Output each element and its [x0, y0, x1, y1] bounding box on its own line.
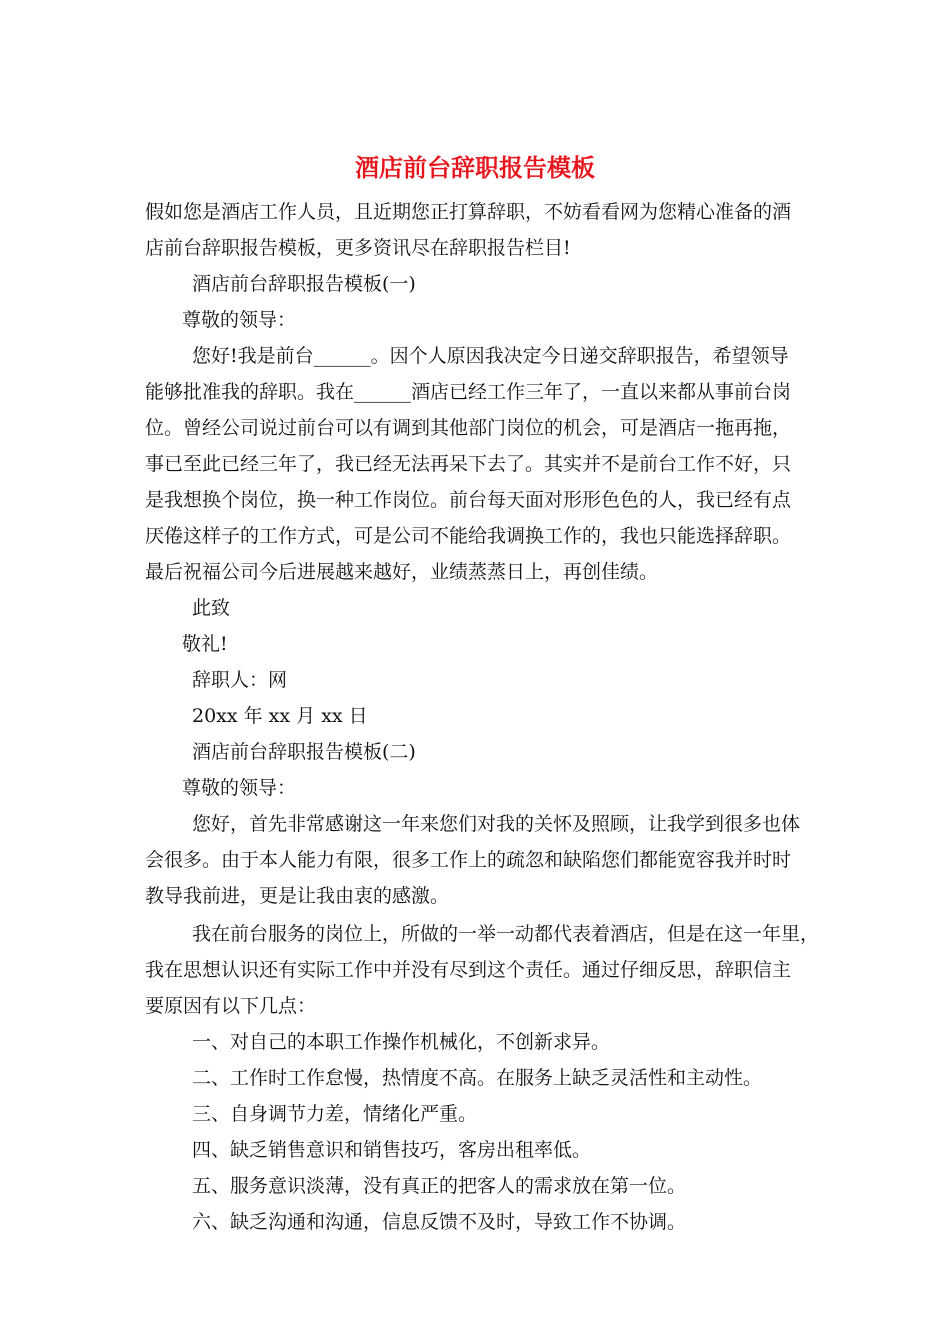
letter1-body-line: 位。曾经公司说过前台可以有调到其他部门岗位的机会，可是酒店一拖再拖， — [145, 417, 792, 439]
letter1-salutation: 尊敬的领导： — [182, 309, 297, 331]
letter2-salutation: 尊敬的领导： — [182, 777, 297, 799]
letter2-body-line: 会很多。由于本人能力有限，很多工作上的疏忽和缺陷您们都能宽容我并时时 — [145, 849, 792, 871]
intro-line: 店前台辞职报告模板，更多资讯尽在辞职报告栏目! — [145, 237, 571, 259]
reason-item: 一、对自己的本职工作操作机械化，不创新求异。 — [192, 1031, 611, 1053]
letter1-signature: 辞职人：网 — [192, 669, 288, 691]
letter1-body-line: 事已至此已经三年了，我已经无法再呆下去了。其实并不是前台工作不好，只 — [145, 453, 792, 475]
letter2-body-line: 您好，首先非常感谢这一年来您们对我的关怀及照顾，让我学到很多也体 — [192, 813, 801, 835]
letter1-body-line: 能够批准我的辞职。我在______酒店已经工作三年了，一直以来都从事前台岗 — [145, 381, 792, 403]
letter1-closing: 敬礼! — [182, 633, 228, 655]
letter1-heading: 酒店前台辞职报告模板(一) — [192, 273, 416, 295]
reason-item: 二、工作时工作怠慢，热情度不高。在服务上缺乏灵活性和主动性。 — [192, 1067, 763, 1089]
reason-item: 五、服务意识淡薄，没有真正的把客人的需求放在第一位。 — [192, 1175, 687, 1197]
letter2-heading: 酒店前台辞职报告模板(二) — [192, 741, 416, 763]
letter2-body-line: 教导我前进，更是让我由衷的感激。 — [145, 885, 450, 907]
letter1-date: 20xx 年 xx 月 xx 日 — [192, 705, 368, 727]
intro-line: 假如您是酒店工作人员，且近期您正打算辞职，不妨看看网为您精心准备的酒 — [145, 201, 792, 223]
letter2-body-line: 我在前台服务的岗位上，所做的一举一动都代表着酒店，但是在这一年里， — [192, 923, 820, 945]
letter1-body-line: 最后祝福公司今后进展越来越好，业绩蒸蒸日上，再创佳绩。 — [145, 561, 659, 583]
letter2-body-line: 要原因有以下几点： — [145, 995, 317, 1017]
reason-item: 四、缺乏销售意识和销售技巧，客房出租率低。 — [192, 1139, 592, 1161]
letter1-body-line: 您好!我是前台______。因个人原因我决定今日递交辞职报告，希望领导 — [192, 345, 789, 367]
letter1-closing: 此致 — [192, 597, 231, 619]
reason-item: 六、缺乏沟通和沟通，信息反馈不及时，导致工作不协调。 — [192, 1211, 687, 1233]
letter1-body-line: 厌倦这样子的工作方式，可是公司不能给我调换工作的，我也只能选择辞职。 — [145, 525, 792, 547]
document-title: 酒店前台辞职报告模板 — [355, 153, 595, 182]
letter1-body-line: 是我想换个岗位，换一种工作岗位。前台每天面对形形色色的人，我已经有点 — [145, 489, 792, 511]
letter2-body-line: 我在思想认识还有实际工作中并没有尽到这个责任。通过仔细反思，辞职信主 — [145, 959, 792, 981]
reason-item: 三、自身调节力差，情绪化严重。 — [192, 1103, 478, 1125]
